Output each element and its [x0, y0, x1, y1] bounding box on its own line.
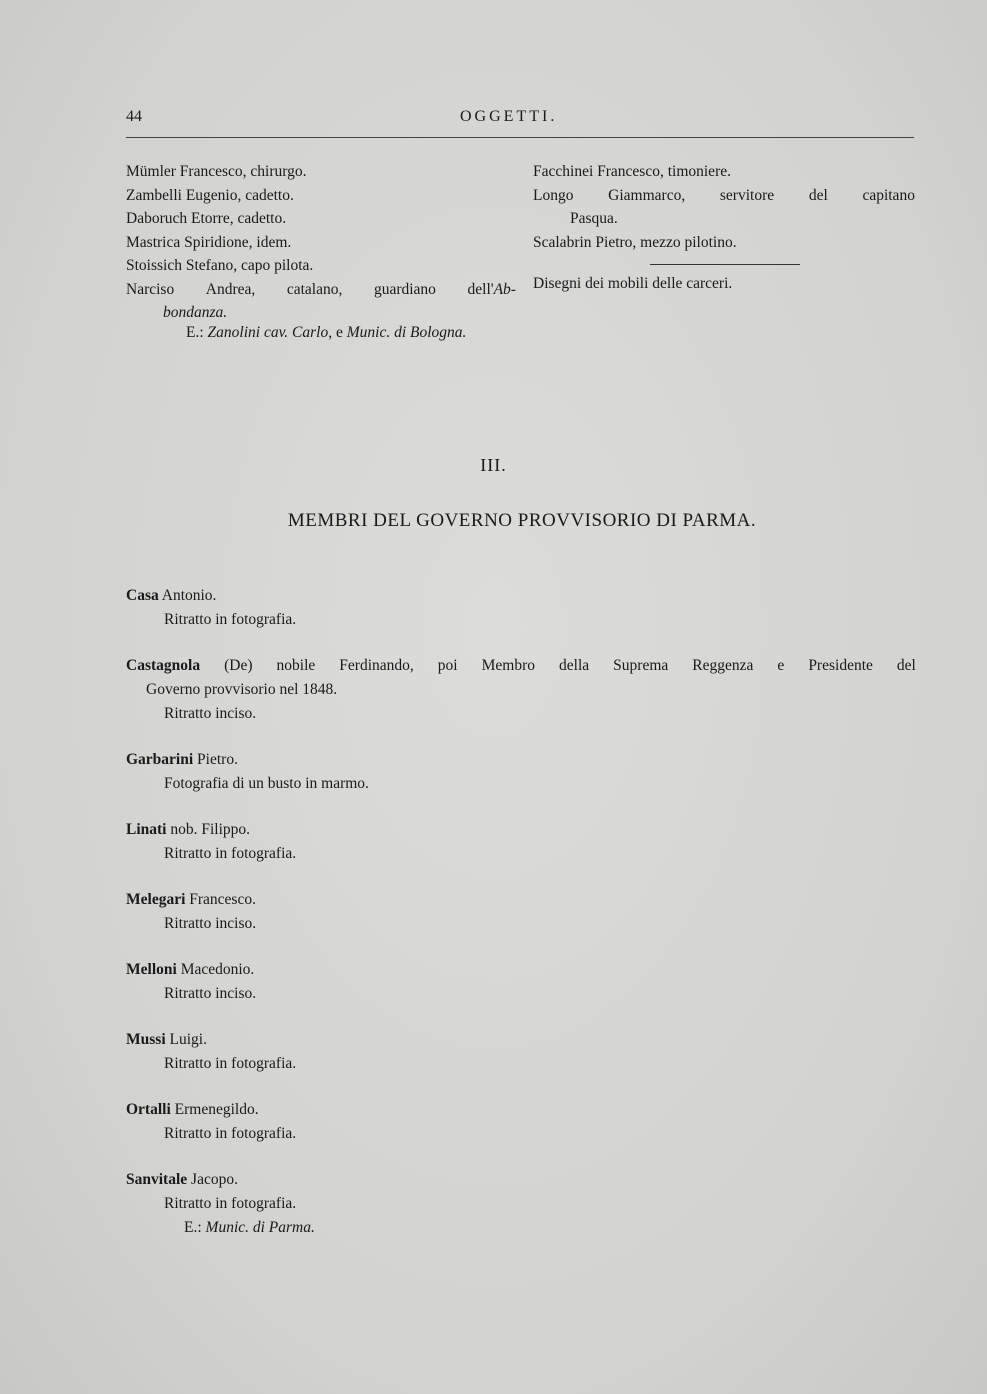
list-item-narciso: Narciso Andrea, catalano, guardiano dell'Ab- [126, 280, 516, 298]
list-item-continuation: Pasqua. [570, 210, 618, 227]
section-title: MEMBRI DEL GOVERNO PROVVISORIO DI PARMA. [287, 510, 757, 531]
entry-garbarini: Garbarini Pietro. Fotografia di un busto in marmo. [126, 751, 369, 792]
list-item: Facchinei Francesco, timoniere. [533, 163, 731, 180]
entry-casa: Casa Antonio. Ritratto in fotografia. [126, 587, 297, 628]
list-item: Scalabrin Pietro, mezzo pilotino. [533, 233, 737, 251]
list-item-longo: Longo Giammarco, servitore del capitano [533, 186, 915, 204]
right-column-list [533, 160, 915, 296]
list-item: Zambelli Eugenio, cadetto. [126, 186, 294, 204]
source-note: E.: Zanolini cav. Carlo, e Munic. di Bologna. [186, 324, 467, 341]
page-header [126, 108, 914, 134]
list-item-continuation: bondanza. [163, 304, 228, 321]
left-column-list [126, 160, 516, 325]
entry-linati: Linati nob. Filippo. Ritratto in fotografia. [126, 821, 297, 862]
entry-melegari: Melegari Francesco. Ritratto inciso. [126, 891, 257, 932]
entry-melloni: Melloni Macedonio. Ritratto inciso. [126, 961, 257, 1002]
entry-ortalli: Ortalli Ermenegildo. Ritratto in fotografia. [126, 1101, 297, 1142]
page-number: 44 [126, 108, 142, 125]
section-number: III. [480, 455, 507, 475]
list-item: Mümler Francesco, chirurgo. [126, 163, 307, 180]
list-item: Daboruch Etorre, cadetto. [126, 210, 287, 227]
entry-mussi: Mussi Luigi. Ritratto in fotografia. [126, 1031, 297, 1072]
source-note: E.: Munic. di Parma. [184, 1219, 315, 1236]
header-rule [126, 137, 914, 138]
short-divider [650, 264, 800, 265]
entry-sanvitale: Sanvitale Jacopo. Ritratto in fotografia. E.: Munic. di Parma. [126, 1168, 916, 1240]
list-item: Disegni dei mobili delle carceri. [533, 275, 733, 292]
list-item: Stoissich Stefano, capo pilota. [126, 257, 314, 274]
list-item: Mastrica Spiridione, idem. [126, 233, 292, 251]
entry-castagnola: Castagnola (De) nobile Ferdinando, poi Membro della Suprema Reggenza e Presidente del Governo provvisorio nel 1848. Ritratto inciso. [126, 657, 916, 722]
running-title: OGGETTI. [460, 108, 558, 125]
